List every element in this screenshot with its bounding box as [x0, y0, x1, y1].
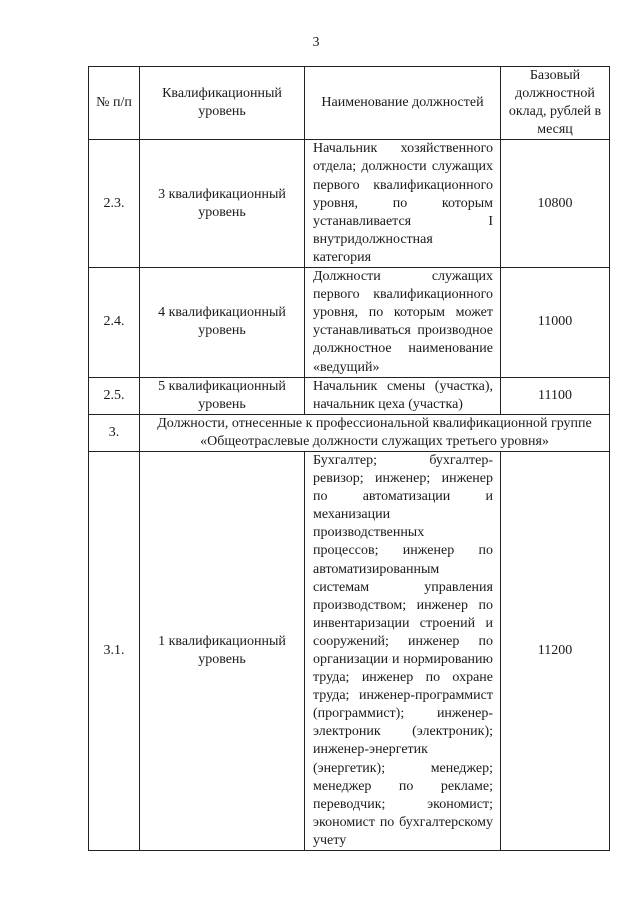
header-position: Наименование должностей	[305, 67, 501, 140]
row-position: Начальник смены (участка), начальник цеха (участка)	[305, 377, 501, 414]
row-num: 3.	[89, 414, 140, 451]
row-level: 3 квалификационный уровень	[140, 140, 305, 268]
row-level: 5 квалификационный уровень	[140, 377, 305, 414]
row-num: 2.4.	[89, 268, 140, 378]
table-row	[89, 377, 610, 414]
row-salary: 11000	[501, 268, 610, 378]
row-position: Бухгалтер; бухгалтер-ревизор; инженер; инженер по автоматизации и механизации производственных процессов; инженер по автоматизированным системам управления производством; инженер по инвентаризации строений и сооружений; инженер по организации и нормированию труда; инженер по охране труда; инженер-программист (программист); инженер-электроник (электроник); инженер-энергетик (энергетик); менеджер; менеджер по рекламе; переводчик; экономист; экономист по бухгалтерскому учету	[305, 451, 501, 850]
table-row	[89, 451, 610, 850]
row-position: Должности служащих первого квалификационного уровня, по которым может устанавливаться производное должностное наименование «ведущий»	[305, 268, 501, 378]
header-num: № п/п	[89, 67, 140, 140]
page-number: 3	[312, 35, 320, 50]
group-title	[140, 414, 610, 451]
table-row	[89, 140, 610, 268]
row-num: 2.5.	[89, 377, 140, 414]
row-num: 2.3.	[89, 140, 140, 268]
table-row	[89, 268, 610, 378]
row-salary: 11100	[501, 377, 610, 414]
table-header-row	[89, 67, 610, 140]
row-salary: 11200	[501, 451, 610, 850]
header-salary: Базовый должностной оклад, рублей в месяц	[501, 67, 610, 140]
header-level: Квалификационный уровень	[140, 67, 305, 140]
row-position: Начальник хозяйственного отдела; должности служащих первого квалификационного уровня, по которым устанавливается I внутридолжностная категория	[305, 140, 501, 268]
row-num: 3.1.	[89, 451, 140, 850]
row-level: 4 квалификационный уровень	[140, 268, 305, 378]
row-level: 1 квалификационный уровень	[140, 451, 305, 850]
group-title-text: Должности, отнесенные к профессиональной квалификационной группе «Общеотраслевые должности служащих третьего уровня»	[157, 415, 592, 449]
table-group-row	[89, 414, 610, 451]
salary-table	[88, 66, 610, 851]
row-salary: 10800	[501, 140, 610, 268]
